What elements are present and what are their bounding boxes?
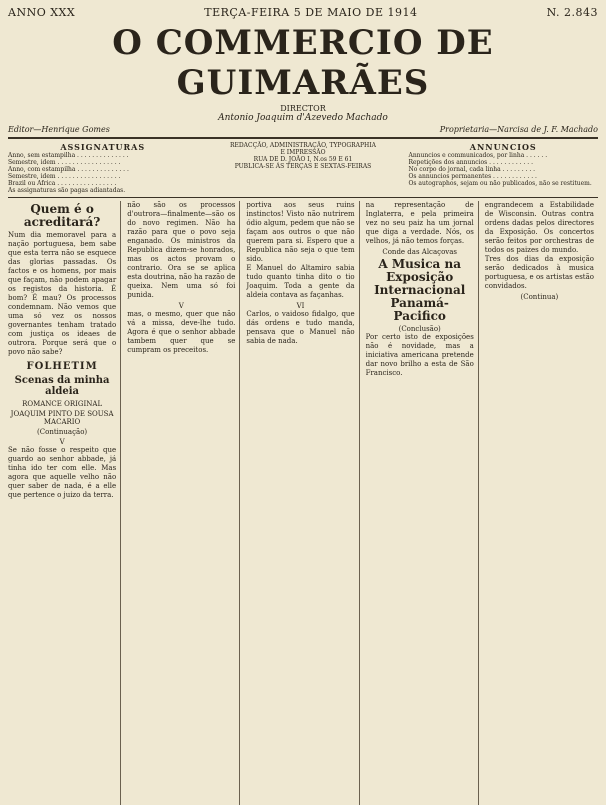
- redaccao-line: E IMPRESSÃO: [280, 149, 326, 156]
- issue-date: TERÇA-FEIRA 5 DE MAIO DE 1914: [204, 6, 418, 19]
- subscription-line: Semestre, idem . . . . . . . . . . . . . . . . .: [8, 173, 121, 180]
- chapter-marker-column-3: VI: [296, 302, 305, 310]
- column-2: [127, 201, 240, 805]
- article-text-column-1: Num dia memoravel para a nação portuguesa, bem sabe que esta terra não se esquece das glorias passadas. Os factos e os homens, por mais que façam, não podem apagar os registos da historia. É bom? É mau? Os processos condemnam. Não vemos que uma só vez os nossos governantes tenham tratado com justiça os ideaes de outrora. Porque será que o povo não sabe?: [8, 231, 117, 356]
- column-5: [485, 201, 598, 805]
- top-meta-row: [8, 6, 598, 19]
- content-divider: [8, 197, 598, 198]
- subscription-line: As assignaturas são pagas adiantadas.: [8, 187, 126, 194]
- article-text-column-2b: mas, o mesmo, quer que não vá a missa, deve-lhe tudo. Agora é que o senhor abbade tambem quer que se cumpram os preceitos.: [127, 310, 236, 354]
- note-column-4: (Conclusão): [398, 325, 441, 333]
- article-text-column-4b: Por certo isto de exposições não é novidade, mas a iniciativa americana pretende dar novo brilho a esta de São Francisco.: [365, 333, 474, 377]
- signature-column-4: Conde das Alcaçovas: [382, 248, 458, 256]
- owner-line: Proprietaria—Narcisa de J. F. Machado: [439, 125, 598, 134]
- subscriptions-title: ASSIGNATURAS: [60, 142, 146, 152]
- volume-label: ANNO XXX: [8, 6, 76, 19]
- article-columns: [8, 201, 598, 805]
- article-text-column-5b: Tres dos dias da exposição serão dedicados à musica portuguesa, e os artistas estão convidados.: [484, 255, 594, 290]
- subscriptions-box: [8, 142, 198, 194]
- column-3: [246, 201, 359, 805]
- article-text-column-3b: E Manuel do Altamiro sabia tudo quanto tinha dito o tio Joaquim. Toda a gente da aldeia contava as façanhas.: [246, 264, 355, 299]
- redaccao-line: REDACÇÃO, ADMINISTRAÇÃO, TYPOGRAPHIA: [229, 142, 376, 149]
- header-boxes: [8, 142, 598, 194]
- column-4: [366, 201, 479, 805]
- header-divider: [8, 137, 598, 139]
- article-text-column-3c: Carlos, o vaidoso fidalgo, que dás ordens e tudo manda, pensava que o Manuel não sabia de nada.: [246, 310, 355, 345]
- annuncio-line: Os autographos, sejam ou não publicados, não se restituem.: [408, 180, 592, 187]
- article-text-column-3: portiva aos seus ruins instinctos! Visto não nutrirem ódio algum, pedem que não se façam aos outros o que não querem para si. Espero que a Republica não seja o que tem sido.: [246, 201, 355, 263]
- folhetim-text: Se não fosse o respeito que guardo ao senhor abbade, já tinha ido ter com elle. Mas agora que aquelle velho não quer saber de nada, é a elle que pertence o juizo da terra.: [8, 446, 117, 499]
- article-text-column-2: não são os processos d'outrora—finalmente—são os do novo regimen. Não ha razão para que o povo seja enganado. Os ministros da Republica dizem-se honrados, mas os actos provam o contrario. Ora se se aplica esta doutrina, não ha razão de queixa. Nem uma só foi punida.: [127, 201, 236, 299]
- editor-line: Editor—Henrique Gomes: [8, 125, 110, 134]
- redaccao-line: RUA DE D. JOÃO I, N.os 59 E 61: [253, 156, 353, 163]
- redaccao-box: [204, 142, 403, 194]
- continuation-note-column-5: (Continua): [520, 293, 559, 301]
- column-1: [8, 201, 121, 805]
- annuncios-title: ANNUNCIOS: [469, 142, 537, 152]
- annuncio-line: Repetições dos annuncios . . . . . . . . . . . .: [408, 159, 534, 166]
- folhetim-note: (Continuação): [37, 428, 88, 436]
- subscription-line: Semestre, idem . . . . . . . . . . . . . . . . .: [8, 159, 121, 166]
- headline-column-4: A Musica na Exposição Internacional Panamá-Pacifico: [374, 257, 466, 323]
- editor-row: [8, 125, 598, 134]
- folhetim-chapter: V: [59, 438, 65, 446]
- issue-number: N. 2.843: [546, 6, 598, 19]
- annuncio-line: Os annuncios permanentes . . . . . . . . . . . .: [408, 173, 537, 180]
- subscription-line: Brazil ou Africa . . . . . . . . . . . . . . . .: [8, 180, 117, 187]
- headline-column-1: Quem é o acreditará?: [23, 202, 101, 229]
- subscription-line: Anno, com estampilha . . . . . . . . . . . . . .: [8, 166, 129, 173]
- article-text-column-4: na representação de Inglaterra, e pela primeira vez no seu paiz ha um jornal que diga a verdade. Nós, os velhos, já não temos forças.: [365, 201, 474, 245]
- director-name: Antonio Joaquim d'Azevedo Machado: [218, 113, 388, 123]
- masthead-title: O COMMERCIO DE GUIMARÃES: [112, 23, 494, 103]
- folhetim-subtitle: Scenas da minha aldeia: [14, 375, 110, 397]
- folhetim-title: FOLHETIM: [26, 361, 98, 372]
- subscription-line: Anno, sem estampilha . . . . . . . . . . . . . .: [8, 152, 129, 159]
- annuncio-line: No corpo do jornal, cada linha . . . . . . . . .: [408, 166, 536, 173]
- folhetim-type: ROMANCE ORIGINAL: [22, 400, 103, 408]
- article-text-column-5: engrandecem a Estabilidade de Wisconsin. Outras contra ordens dadas pelos directores da Exposição. Os concertos serão feitos por orchestras de todos os paizes do mundo.: [484, 201, 594, 254]
- chapter-marker-column-2: V: [178, 302, 184, 310]
- director-label: DIRECTOR: [280, 104, 326, 113]
- annuncios-box: [408, 142, 598, 194]
- folhetim-author: JOAQUIM PINTO DE SOUSA MACARIO: [10, 410, 114, 426]
- redaccao-line: PUBLICA-SE ÁS TERÇAS E SEXTAS-FEIRAS: [234, 163, 372, 170]
- annuncio-line: Annuncios e communicados, por linha . . . . . .: [408, 152, 548, 159]
